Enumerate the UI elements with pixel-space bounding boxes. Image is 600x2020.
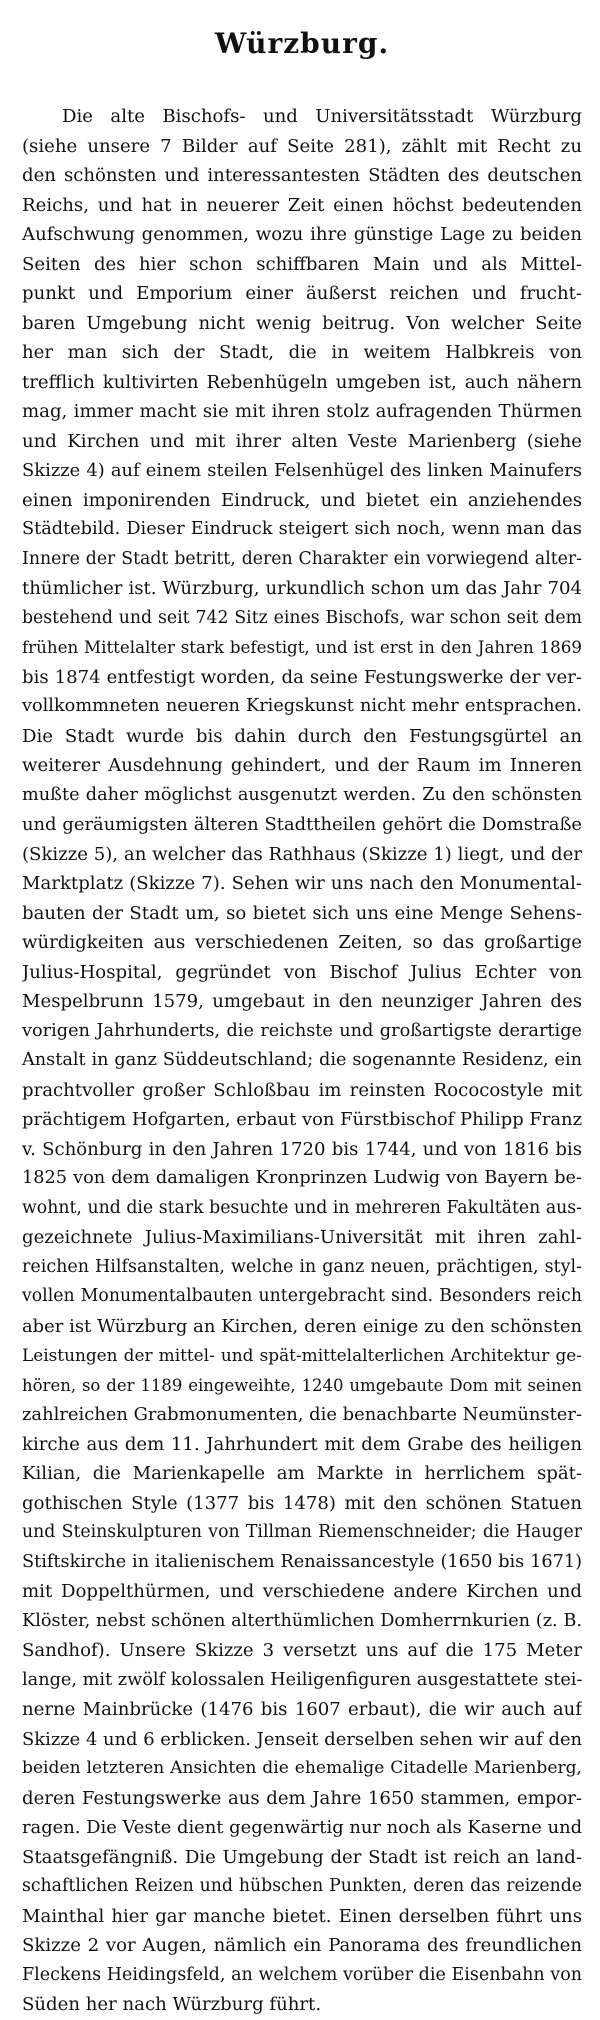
text-line: prächtigem Hofgarten, erbaut von Fürstbischof Philipp Franz (22, 1109, 582, 1130)
text-line: bauten der Stadt um, so bietet sich uns eine Menge Sehens- (22, 902, 582, 924)
text-line: Klöster, nebst schönen alterthümlichen Domherrnkurien (z. B. (22, 1610, 582, 1631)
text-line: trefflich kultivirten Rebenhügeln umgeben ist, auch nähern (22, 371, 582, 393)
text-line: weiterer Ausdehnung gehindert, und der Raum im Inneren (22, 755, 582, 776)
text-line: Städtebild. Dieser Eindruck steigert sich noch, wenn man das (22, 519, 582, 539)
text-line: ragen. Die Veste dient gegenwärtig nur noch als Kaserne und (22, 1817, 582, 1838)
text-line: Anstalt in ganz Süddeutschland; die sogenannte Residenz, ein (22, 1050, 582, 1070)
text-line: den schönsten und interessantesten Städten des deutschen (22, 165, 582, 186)
text-line: Mespelbrunn 1579, umgebaut in den neunziger Jahren des (22, 991, 582, 1012)
text-line: her man sich der Stadt, die in weitem Halbkreis von (22, 342, 582, 363)
text-line: Innere der Stadt betritt, deren Charakter ein vorwiegend alter- (22, 548, 582, 569)
text-line: schaftlichen Reizen und hübschen Punkten, deren das reizende (22, 1876, 582, 1896)
text-line: beiden letzteren Ansichten die ehemalige Citadelle Marienberg, (22, 1758, 582, 1778)
text-line: kirche aus dem 11. Jahrhundert mit dem Grabe des heiligen (22, 1433, 582, 1455)
text-line: Süden her nach Würzburg führt. (22, 1994, 322, 2015)
text-line: und Steinskulpturen von Tillman Riemenschneider; die Hauger (22, 1522, 582, 1542)
text-line: zahlreichen Grabmonumenten, die benachbarte Neumünster- (22, 1404, 582, 1425)
text-line: vollkommneten neueren Kriegskunst nicht mehr entsprachen. (22, 696, 582, 716)
text-line: und Kirchen und mit ihrer alten Veste Marienberg (siehe (22, 430, 582, 452)
text-line: Die Stadt wurde bis dahin durch den Festungsgürtel an (22, 725, 582, 747)
text-line: punkt und Emporium einer äußerst reichen und frucht- (22, 283, 582, 304)
text-line: Seiten des hier schon schiffbaren Main und als Mittel- (22, 253, 582, 275)
text-line: einen imponirenden Eindruck, und bietet ein anziehendes (22, 489, 582, 511)
article-body (22, 102, 582, 2020)
text-line: (Skizze 5), an welcher das Rathhaus (Skizze 1) liegt, und der (22, 843, 582, 865)
text-line: lange, mit zwölf kolossalen Heiligenfiguren ausgestattete stei- (22, 1669, 582, 1690)
page-title: Würzburg. (214, 27, 390, 60)
text-line: würdigkeiten aus verschiedenen Zeiten, so das großartige (22, 932, 582, 953)
text-line: und geräumigsten älteren Stadttheilen gehört die Domstraße (22, 814, 582, 835)
text-line: mußte daher möglichst ausgenutzt werden. Zu den schönsten (22, 784, 582, 805)
text-line: vorigen Jahrhunderts, die reichste und großartigste derartige (22, 1020, 582, 1041)
text-line: Reichs, und hat in neuerer Zeit einen höchst bedeutenden (22, 194, 582, 216)
text-line: vollen Monumentalbauten untergebracht sind. Besonders reich (22, 1286, 582, 1306)
text-line: Leistungen der mittel- und spät-mittelalterlichen Architektur ge- (22, 1345, 582, 1365)
text-line: Kilian, die Marienkapelle am Markte in herrlichem spät- (22, 1463, 582, 1484)
text-line: deren Festungswerke aus dem Jahre 1650 stammen, empor- (22, 1787, 582, 1809)
text-line: Skizze 4 und 6 erblicken. Jenseit derselben sehen wir auf den (22, 1728, 582, 1750)
text-line: Stiftskirche in italienischem Renaissancestyle (1650 bis 1671) (22, 1551, 582, 1572)
text-line: mag, immer macht sie mit ihren stolz aufragenden Thürmen (22, 401, 582, 422)
text-line: Staatsgefängniß. Die Umgebung der Stadt ist reich an land- (22, 1846, 582, 1868)
text-line: hören, so der 1189 eingeweihte, 1240 umgebaute Dom mit seinen (22, 1375, 582, 1395)
text-line: bestehend und seit 742 Sitz eines Bischofs, war schon seit dem (22, 607, 582, 628)
text-line: aber ist Würzburg an Kirchen, deren einige zu den schönsten (22, 1315, 582, 1337)
text-line: nerne Mainbrücke (1476 bis 1607 erbaut), die wir auch auf (22, 1699, 582, 1720)
text-line: 1825 von dem damaligen Kronprinzen Ludwig von Bayern be- (22, 1168, 582, 1188)
text-line: Aufschwung genommen, wozu ihre günstige Lage zu beiden (22, 224, 582, 245)
text-line: Sandhof). Unsere Skizze 3 versetzt uns auf die 175 Meter (22, 1640, 582, 1661)
text-line: prachtvoller großer Schloßbau im reinsten Rococostyle mit (22, 1079, 582, 1101)
text-line: Mainthal hier gar manche bietet. Einen derselben führt uns (22, 1905, 582, 1927)
text-line: gezeichnete Julius-Maximilians-Universität mit ihren zahl- (22, 1227, 582, 1248)
text-line: Die alte Bischofs- und Universitätsstadt Würzburg (62, 106, 582, 127)
text-line: (siehe unsere 7 Bilder auf Seite 281), zählt mit Recht zu (22, 135, 582, 157)
text-line: Julius-Hospital, gegründet von Bischof Julius Echter von (22, 961, 582, 983)
text-line: bis 1874 entfestigt worden, da seine Festungswerke der ver- (22, 666, 582, 688)
text-line: Fleckens Heidingsfeld, an welchem vorüber die Eisenbahn von (22, 1964, 582, 1985)
text-line: Skizze 4) auf einem steilen Felsenhügel des linken Mainufers (22, 460, 582, 481)
text-line: reichen Hilfsanstalten, welche in ganz neuen, prächtigen, styl- (22, 1256, 582, 1277)
text-line: wohnt, und die stark besuchte und in mehreren Fakultäten aus- (22, 1197, 582, 1218)
text-line: thümlicher ist. Würzburg, urkundlich schon um das Jahr 704 (22, 578, 582, 599)
text-line: mit Doppelthürmen, und verschiedene andere Kirchen und (22, 1581, 582, 1602)
text-line: v. Schönburg in den Jahren 1720 bis 1744, und von 1816 bis (22, 1138, 582, 1160)
text-line: baren Umgebung nicht wenig beitrug. Von welcher Seite (22, 312, 582, 334)
text-line: Marktplatz (Skizze 7). Sehen wir uns nach den Monumental- (22, 873, 582, 894)
text-line: frühen Mittelalter stark befestigt, und ist erst in den Jahren 1869 (22, 637, 582, 657)
text-line: Skizze 2 vor Augen, nämlich ein Panorama des freundlichen (22, 1935, 582, 1956)
text-line: gothischen Style (1377 bis 1478) mit den schönen Statuen (22, 1492, 582, 1514)
